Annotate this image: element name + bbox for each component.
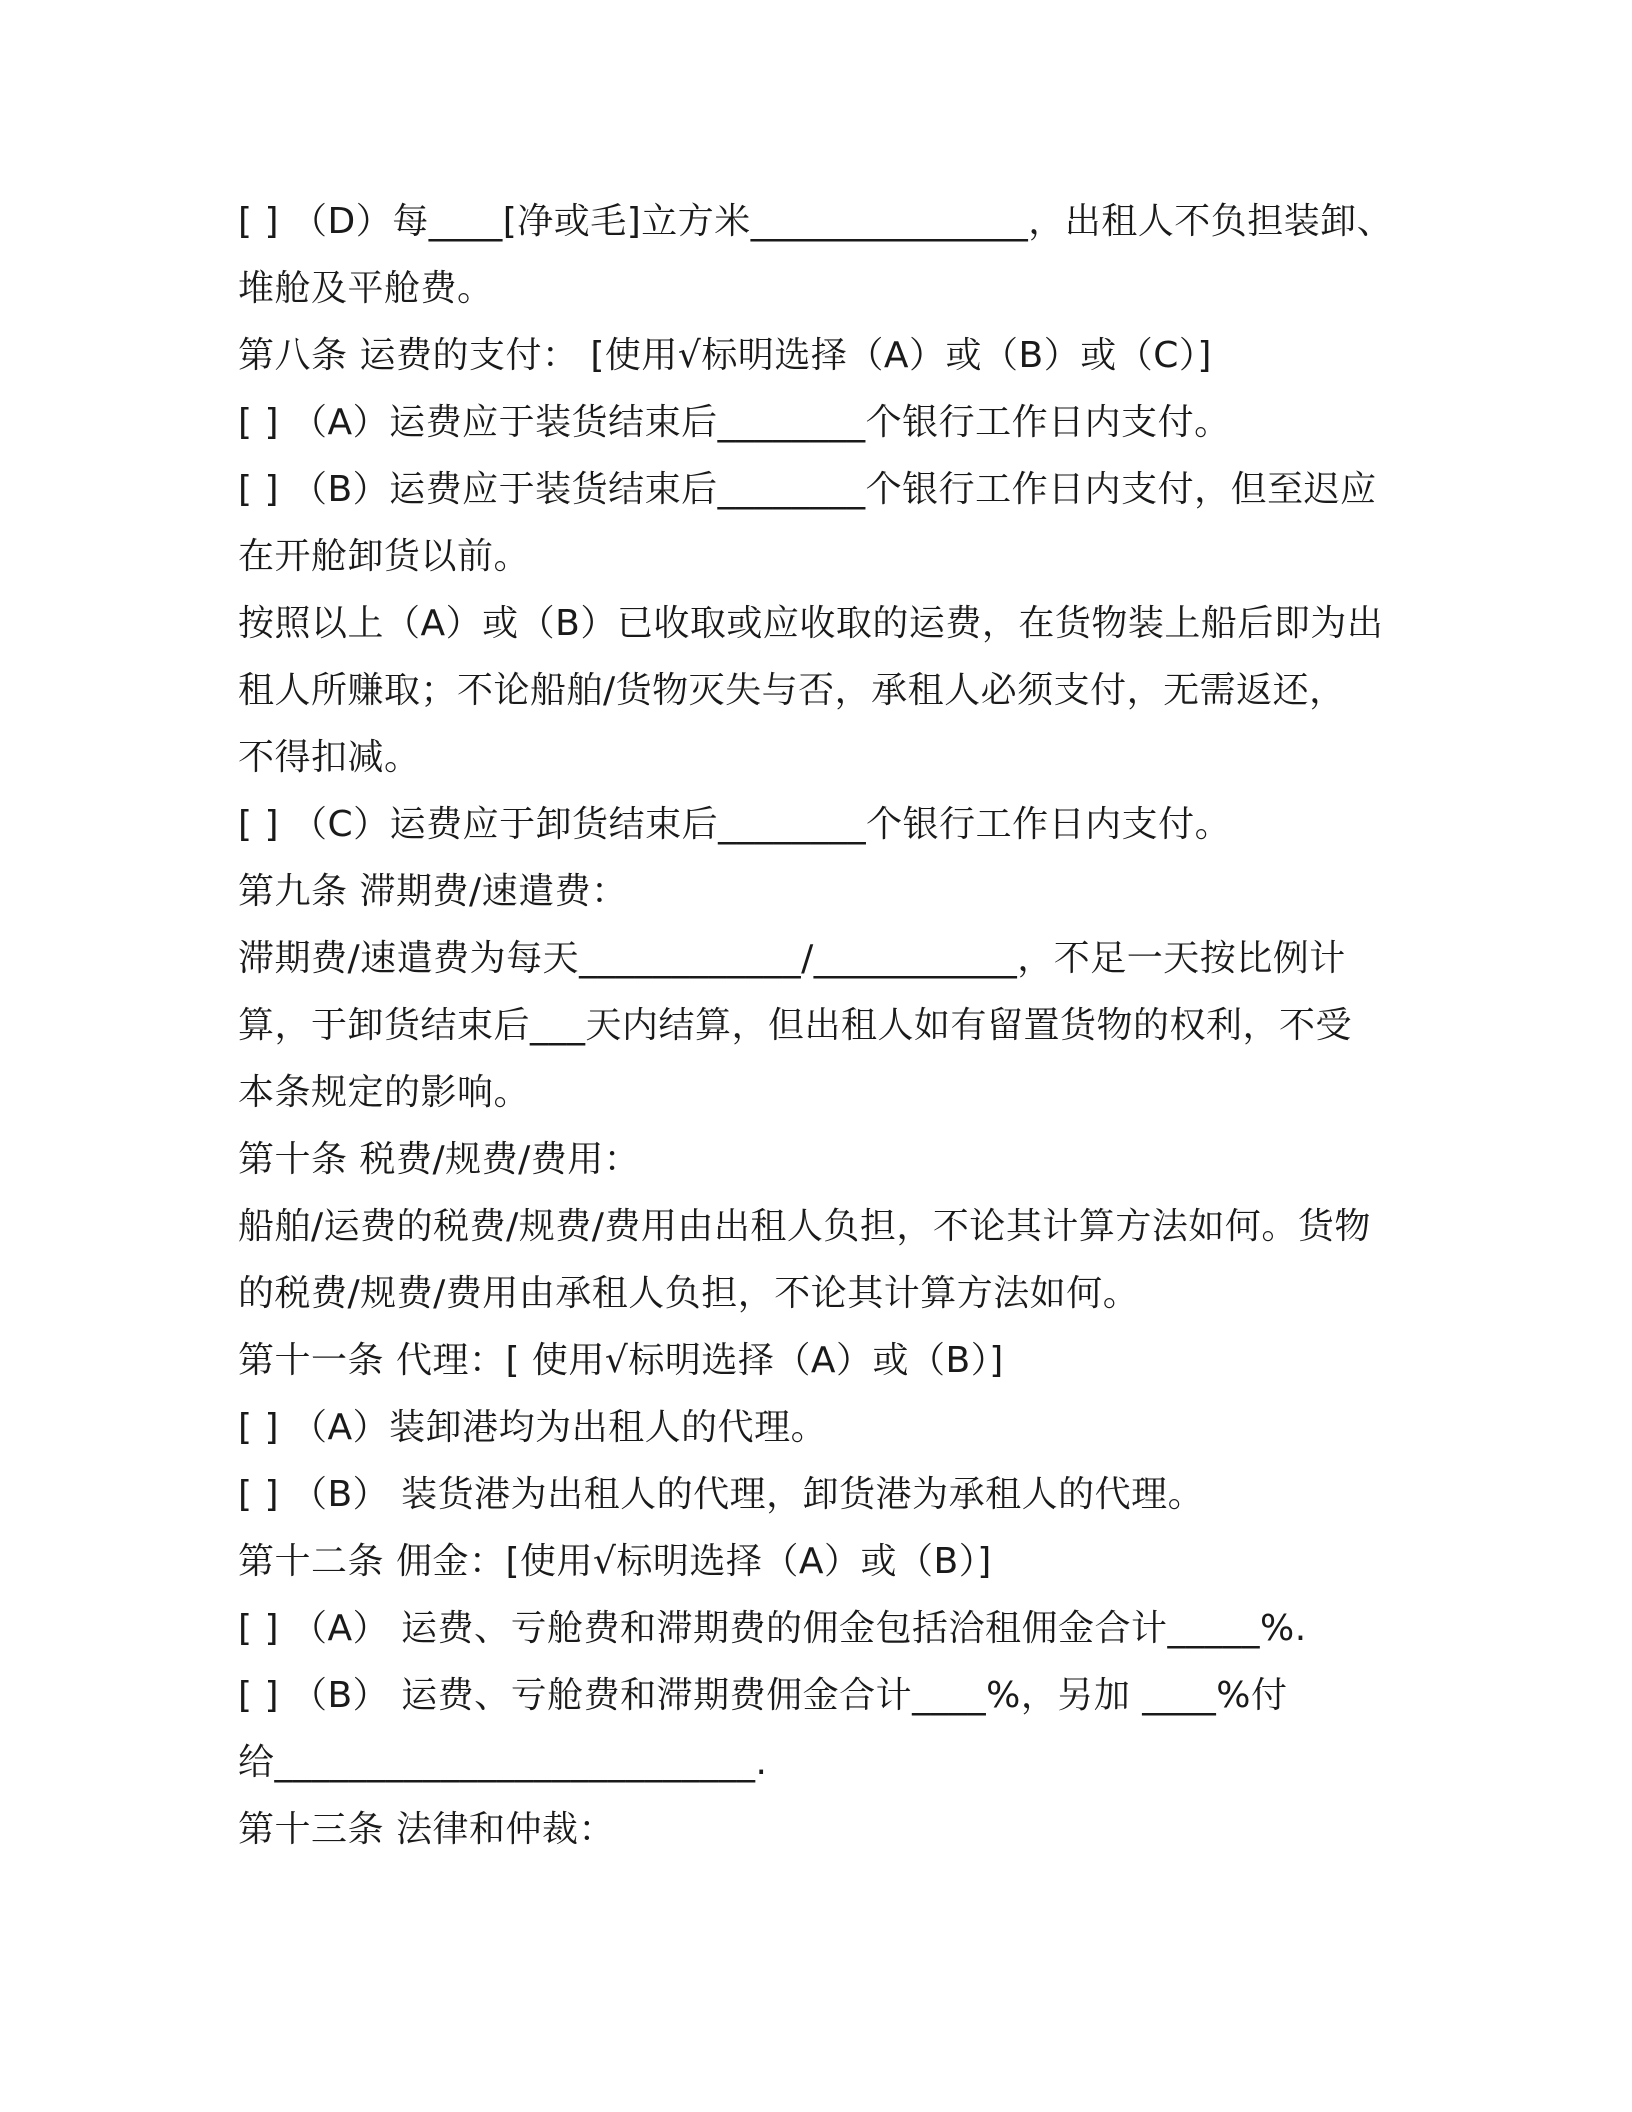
text-line: 不得扣减。 bbox=[238, 737, 421, 778]
option-line: [ ] （A）运费应于装货结束后________个银行工作日内支付。 bbox=[238, 402, 1231, 443]
text-line: [ ] （D）每____[净或毛]立方米_______________，出租人不负担装卸、 bbox=[238, 201, 1394, 242]
option-line: [ ] （B） 运费、亏舱费和滞期费佣金合计____%，另加 ____%付 bbox=[238, 1675, 1288, 1716]
option-line: [ ] （A）装卸港均为出租人的代理。 bbox=[238, 1407, 828, 1448]
option-line: [ ] （B）运费应于装货结束后________个银行工作日内支付，但至迟应 bbox=[238, 469, 1377, 510]
document-body bbox=[238, 188, 1398, 1863]
text-line: 在开舱卸货以前。 bbox=[238, 536, 531, 577]
clause-heading-8: 第八条 运费的支付： [使用√标明选择（A）或（B）或（C）] bbox=[238, 335, 1212, 376]
text-line: 租人所赚取；不论船舶/货物灭失与否，承租人必须支付，无需返还， bbox=[238, 670, 1346, 711]
option-line: [ ] （B） 装货港为出租人的代理，卸货港为承租人的代理。 bbox=[238, 1474, 1205, 1515]
clause-heading-10: 第十条 税费/规费/费用： bbox=[238, 1139, 641, 1180]
clause-heading-11: 第十一条 代理：[ 使用√标明选择（A）或（B）] bbox=[238, 1340, 1004, 1381]
text-line: 的税费/规费/费用由承租人负担，不论其计算方法如何。 bbox=[238, 1273, 1140, 1314]
text-line: 给__________________________. bbox=[238, 1742, 768, 1783]
text-line: 算，于卸货结束后___天内结算，但出租人如有留置货物的权利，不受 bbox=[238, 1005, 1353, 1046]
option-line: [ ] （A） 运费、亏舱费和滞期费的佣金包括洽租佣金合计_____%. bbox=[238, 1608, 1307, 1649]
text-line: 堆舱及平舱费。 bbox=[238, 268, 494, 309]
text-line: 滞期费/速遣费为每天____________/___________，不足一天按比例计 bbox=[238, 938, 1346, 979]
option-line: [ ] （C）运费应于卸货结束后________个银行工作日内支付。 bbox=[238, 804, 1232, 845]
text-line: 本条规定的影响。 bbox=[238, 1072, 531, 1113]
clause-heading-9: 第九条 滞期费/速遣费： bbox=[238, 871, 628, 912]
clause-heading-12: 第十二条 佣金：[使用√标明选择（A）或（B）] bbox=[238, 1541, 992, 1582]
clause-heading-13: 第十三条 法律和仲裁： bbox=[238, 1809, 615, 1850]
text-line: 按照以上（A）或（B）已收取或应收取的运费，在货物装上船后即为出 bbox=[238, 603, 1384, 644]
text-line: 船舶/运费的税费/规费/费用由出租人负担，不论其计算方法如何。货物 bbox=[238, 1206, 1371, 1247]
